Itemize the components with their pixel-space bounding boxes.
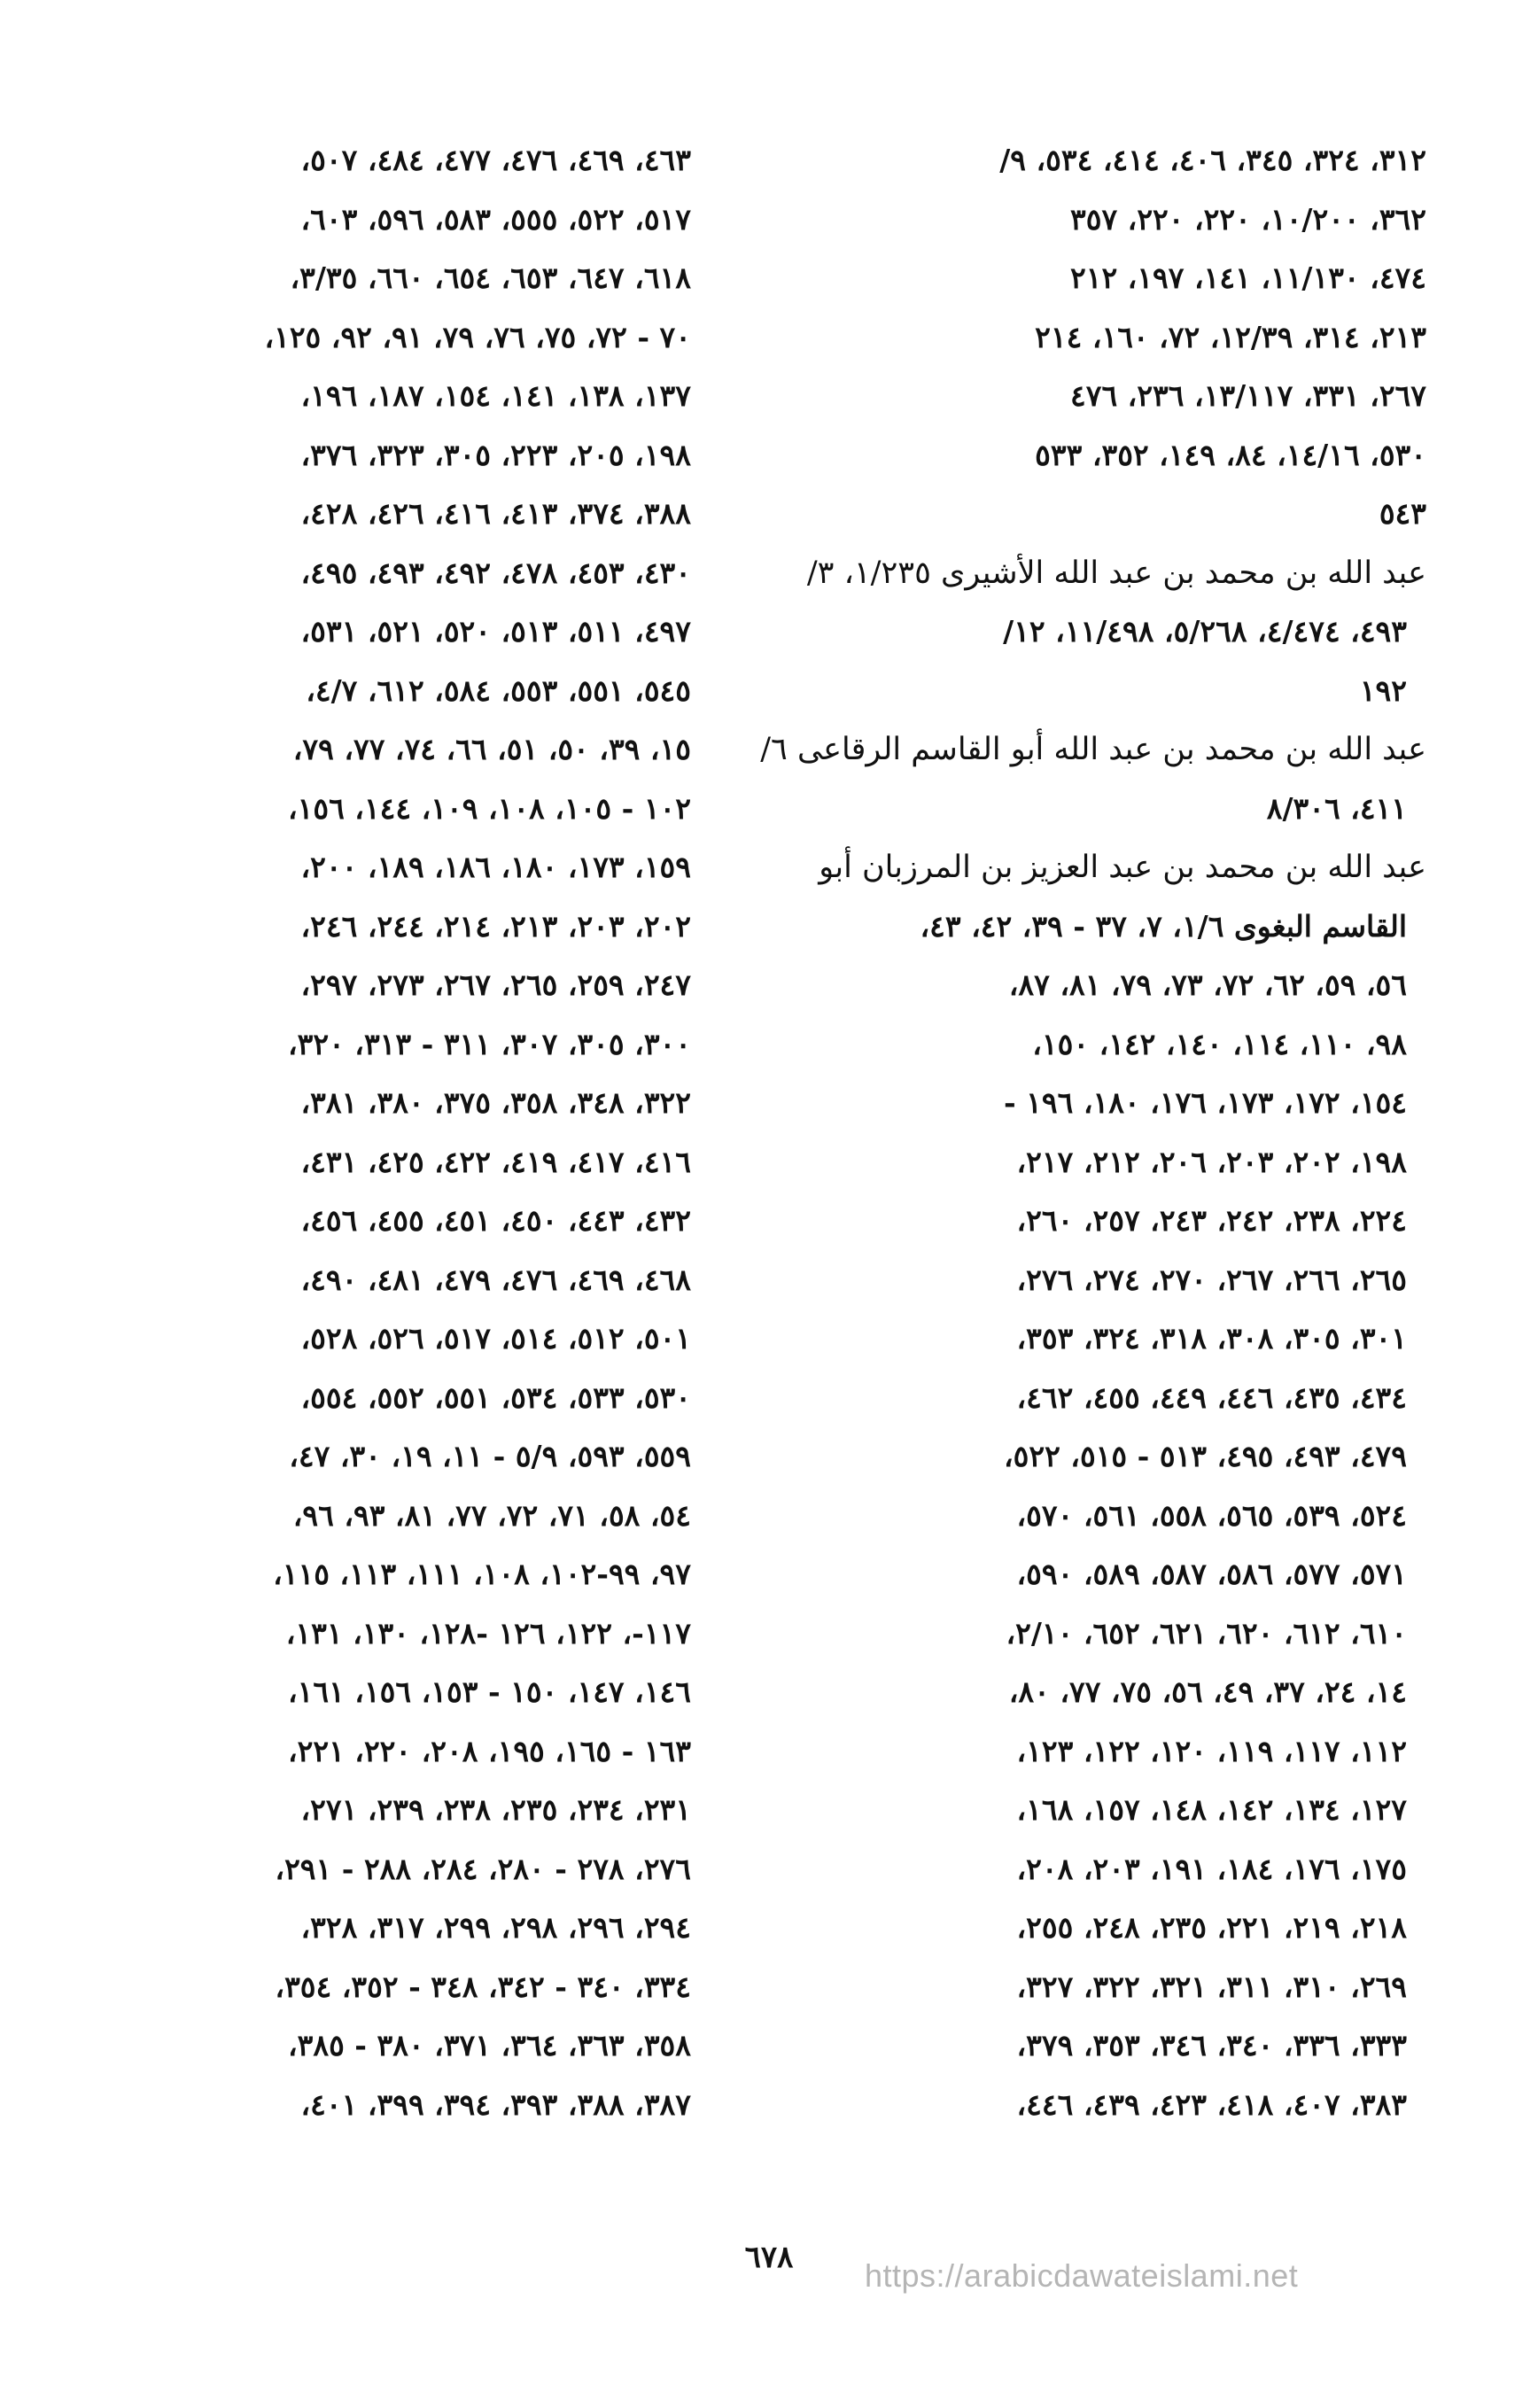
index-line: ٥٢٤، ٥٣٩، ٥٦٥، ٥٥٨، ٥٦١، ٥٧٠، xyxy=(1016,1497,1407,1533)
page-number: ٦٧٨ xyxy=(744,2240,794,2275)
index-line: ٦١٨، ٦٤٧، ٦٥٣، ٦٥٤، ٦٦٠، ٣/٣٥، xyxy=(290,260,691,295)
index-line: ٤١٦، ٤١٧، ٤١٩، ٤٢٢، ٤٢٥، ٤٣١، xyxy=(300,1144,691,1179)
index-line: ٢٦٧، ٣٣١، ١٣/١١٧، ٢٣٦، ٤٧٦ xyxy=(1070,378,1426,413)
index-line: ٢٠٢، ٢٠٣، ٢١٣، ٢١٤، ٢٤٤، ٢٤٦، xyxy=(300,908,691,944)
index-line: ١٥، ٣٩، ٥٠، ٥١، ٦٦، ٧٤، ٧٧، ٧٩، xyxy=(292,732,691,766)
index-line: ٥٣٠، ٥٣٣، ٥٣٤، ٥٥١، ٥٥٢، ٥٥٤، xyxy=(300,1379,691,1415)
index-line: ٣٦٢، ١٠/٢٠٠، ٢٢٠، ٢٢٠، ٣٥٧ xyxy=(1070,201,1426,237)
index-line: ١٥٩، ١٧٣، ١٨٠، ١٨٦، ١٨٩، ٢٠٠، xyxy=(300,850,691,884)
index-line: ٥٤٥، ٥٥١، ٥٥٣، ٥٨٤، ٦١٢، ٤/٧، xyxy=(306,672,691,708)
index-line: ٩٧، ٩٩-١٠٢، ١٠٨، ١١١، ١١٣، ١١٥، xyxy=(273,1557,691,1591)
index-line: ١١٢، ١١٧، ١١٩، ١٢٠، ١٢٢، ١٢٣، xyxy=(1016,1733,1407,1768)
index-column-left xyxy=(106,131,691,2134)
index-line: ١٥٤، ١٧٢، ١٧٣، ١٧٦، ١٨٠، ١٩٦ - xyxy=(1003,1085,1407,1120)
index-entry-heading: عبد الله بن محمد بن عبد الله أبو القاسم الرقاعى ٦/ xyxy=(760,732,1426,767)
index-line: ٥١٧، ٥٢٢، ٥٥٥، ٥٨٣، ٥٩٦، ٦٠٣، xyxy=(300,201,691,237)
index-line: ٣٨٨، ٣٧٤، ٤١٣، ٤١٦، ٤٢٦، ٤٢٨، xyxy=(300,496,691,531)
index-line: ٤٧٤، ١١/١٣٠، ١٤١، ١٩٧، ٢١٢ xyxy=(1070,260,1426,295)
index-line: ٣٨٧، ٣٨٨، ٣٩٣، ٣٩٤، ٣٩٩، ٤٠١، xyxy=(300,2086,691,2122)
index-line: ٥٦، ٥٩، ٦٢، ٧٢، ٧٣، ٧٩، ٨١، ٨٧، xyxy=(1008,967,1407,1002)
index-line: ٢٤٧، ٢٥٩، ٢٦٥، ٢٦٧، ٢٧٣، ٢٩٧، xyxy=(300,967,691,1002)
index-line: ٤٣٠، ٤٥٣، ٤٧٨، ٤٩٢، ٤٩٣، ٤٩٥، xyxy=(300,555,691,590)
index-line: ١٤، ٢٤، ٣٧، ٤٩، ٥٦، ٧٥، ٧٧، ٨٠، xyxy=(1008,1674,1407,1709)
index-columns xyxy=(106,131,1426,2134)
index-line: ٤٩٧، ٥١١، ٥١٣، ٥٢٠، ٥٢١، ٥٣١، xyxy=(300,614,691,649)
index-line: ٣١٢، ٣٢٤، ٣٤٥، ٤٠٦، ٤١٤، ٥٣٤، ٩/ xyxy=(999,143,1426,177)
index-line: ١٧٥، ١٧٦، ١٨٤، ١٩١، ٢٠٣، ٢٠٨، xyxy=(1016,1851,1407,1886)
index-line: ١٤٦، ١٤٧، ١٥٠ - ١٥٣، ١٥٦، ١٦١، xyxy=(287,1674,691,1709)
index-line: ٥٤، ٥٨، ٧١، ٧٢، ٧٧، ٨١، ٩٣، ٩٦، xyxy=(292,1497,691,1533)
index-line: ١٩٨، ٢٠٢، ٢٠٣، ٢٠٦، ٢١٢، ٢١٧، xyxy=(1016,1144,1407,1179)
index-line: ١٩٨، ٢٠٥، ٢٢٣، ٣٠٥، ٣٢٣، ٣٧٦، xyxy=(300,437,691,472)
index-line: ١١٧-، ١٢٢، ١٢٦ -١٢٨، ١٣٠، ١٣١، xyxy=(285,1615,691,1651)
index-line: ٢٦٥، ٢٦٦، ٢٦٧، ٢٧٠، ٢٧٤، ٢٧٦، xyxy=(1016,1262,1407,1297)
watermark-url: https://arabicdawateislami.net xyxy=(865,2257,1299,2294)
index-line: ١٦٣ - ١٦٥، ١٩٥، ٢٠٨، ٢٢٠، ٢٢١، xyxy=(287,1733,691,1768)
index-line: ٢٣١، ٢٣٤، ٢٣٥، ٢٣٨، ٢٣٩، ٢٧١، xyxy=(300,1792,691,1827)
index-column-right xyxy=(760,131,1426,2134)
index-line: ٤٩٣، ٤/٤٧٤، ٥/٢٦٨، ١١/٤٩٨، ١٢/ xyxy=(1003,614,1407,649)
index-line: ٩٨، ١١٠، ١١٤، ١٤٠، ١٤٢، ١٥٠، xyxy=(1032,1026,1407,1061)
index-line: ٤٣٤، ٤٣٥، ٤٤٦، ٤٤٩، ٤٥٥، ٤٦٢، xyxy=(1016,1379,1407,1415)
index-line: ١٢٧، ١٣٤، ١٤٢، ١٤٨، ١٥٧، ١٦٨، xyxy=(1016,1792,1407,1827)
index-line: ٣٢٢، ٣٤٨، ٣٥٨، ٣٧٥، ٣٨٠، ٣٨١، xyxy=(300,1085,691,1120)
index-line: ٤٧٩، ٤٩٣، ٤٩٥، ٥١٣ - ٥١٥، ٥٢٢، xyxy=(1003,1439,1407,1473)
index-line: ٥٧١، ٥٧٧، ٥٨٦، ٥٨٧، ٥٨٩، ٥٩٠، xyxy=(1016,1557,1407,1591)
index-line: ٢٩٤، ٢٩٦، ٢٩٨، ٢٩٩، ٣١٧، ٣٢٨، xyxy=(300,1910,691,1945)
index-line: ١٣٧، ١٣٨، ١٤١، ١٥٤، ١٨٧، ١٩٦، xyxy=(300,378,691,413)
index-line: ٣٥٨، ٣٦٣، ٣٦٤، ٣٧١، ٣٨٠ - ٣٨٥، xyxy=(287,2028,691,2062)
index-line: ٥٥٩، ٥٩٣، ٥/٩ - ١١، ١٩، ٣٠، ٤٧، xyxy=(289,1439,691,1473)
index-line: ٤١١، ٨/٣٠٦ xyxy=(1266,790,1407,826)
index-line: ٢١٨، ٢١٩، ٢٢١، ٢٣٥، ٢٤٨، ٢٥٥، xyxy=(1016,1910,1407,1945)
index-line: ٧٠ - ٧٢، ٧٥، ٧٦، ٧٩، ٩١، ٩٢، ١٢٥، xyxy=(264,319,691,354)
index-line: ١٠٢ - ١٠٥، ١٠٨، ١٠٩، ١٤٤، ١٥٦، xyxy=(287,790,691,826)
index-entry-heading: عبد الله بن محمد بن عبد الله الأشيرى ١/٢٣٥، ٣/ xyxy=(806,555,1426,591)
index-line: ٥٣٠، ١٤/١٦، ٨٤، ١٤٩، ٣٥٢، ٥٣٣ xyxy=(1035,437,1426,472)
index-line: ٢٢٤، ٢٣٨، ٢٤٢، ٢٤٣، ٢٥٧، ٢٦٠، xyxy=(1016,1203,1407,1238)
index-line: ٣٨٣، ٤٠٧، ٤١٨، ٤٢٣، ٤٣٩، ٤٤٦، xyxy=(1016,2086,1407,2122)
index-line: ٤٣٢، ٤٤٣، ٤٥٠، ٤٥١، ٤٥٥، ٤٥٦، xyxy=(300,1203,691,1238)
index-line: ٢٧٦، ٢٧٨ - ٢٨٠، ٢٨٤، ٢٨٨ - ٢٩١، xyxy=(275,1851,691,1886)
index-line: ٣٣٤، ٣٤٠ - ٣٤٢، ٣٤٨ - ٣٥٢، ٣٥٤، xyxy=(275,1969,691,2004)
index-line: ٣٠١، ٣٠٥، ٣٠٨، ٣١٨، ٣٢٤، ٣٥٣، xyxy=(1016,1321,1407,1355)
index-line: ٤٦٣، ٤٦٩، ٤٧٦، ٤٧٧، ٤٨٤، ٥٠٧، xyxy=(300,143,691,177)
index-entry-heading: عبد الله بن محمد بن عبد العزيز بن المرزبان أبو xyxy=(819,850,1426,885)
index-line: ٤٦٨، ٤٦٩، ٤٧٦، ٤٧٩، ٤٨١، ٤٩٠، xyxy=(300,1262,691,1297)
index-line: القاسم البغوى ١/٦، ٧، ٣٧ - ٣٩، ٤٢، ٤٣، xyxy=(920,908,1407,944)
index-line: ٥٠١، ٥١٢، ٥١٤، ٥١٧، ٥٢٦، ٥٢٨، xyxy=(300,1321,691,1355)
index-line: ٢٦٩، ٣١٠، ٣١١، ٣٢١، ٣٢٢، ٣٢٧، xyxy=(1016,1969,1407,2004)
index-line: ٦١٠، ٦١٢، ٦٢٠، ٦٢١، ٦٥٢، ٢/١٠، xyxy=(1006,1615,1407,1651)
index-line: ٣٠٠، ٣٠٥، ٣٠٧، ٣١١ - ٣١٣، ٣٢٠، xyxy=(287,1026,691,1061)
index-line: ٥٤٣ xyxy=(1379,496,1426,531)
index-line: ٣٣٣، ٣٣٦، ٣٤٠، ٣٤٦، ٣٥٣، ٣٧٩، xyxy=(1016,2028,1407,2062)
index-line: ٢١٣، ٣١٤، ١٢/٣٩، ٧٢، ١٦٠، ٢١٤ xyxy=(1035,319,1426,354)
index-line: ١٩٢ xyxy=(1359,672,1407,708)
